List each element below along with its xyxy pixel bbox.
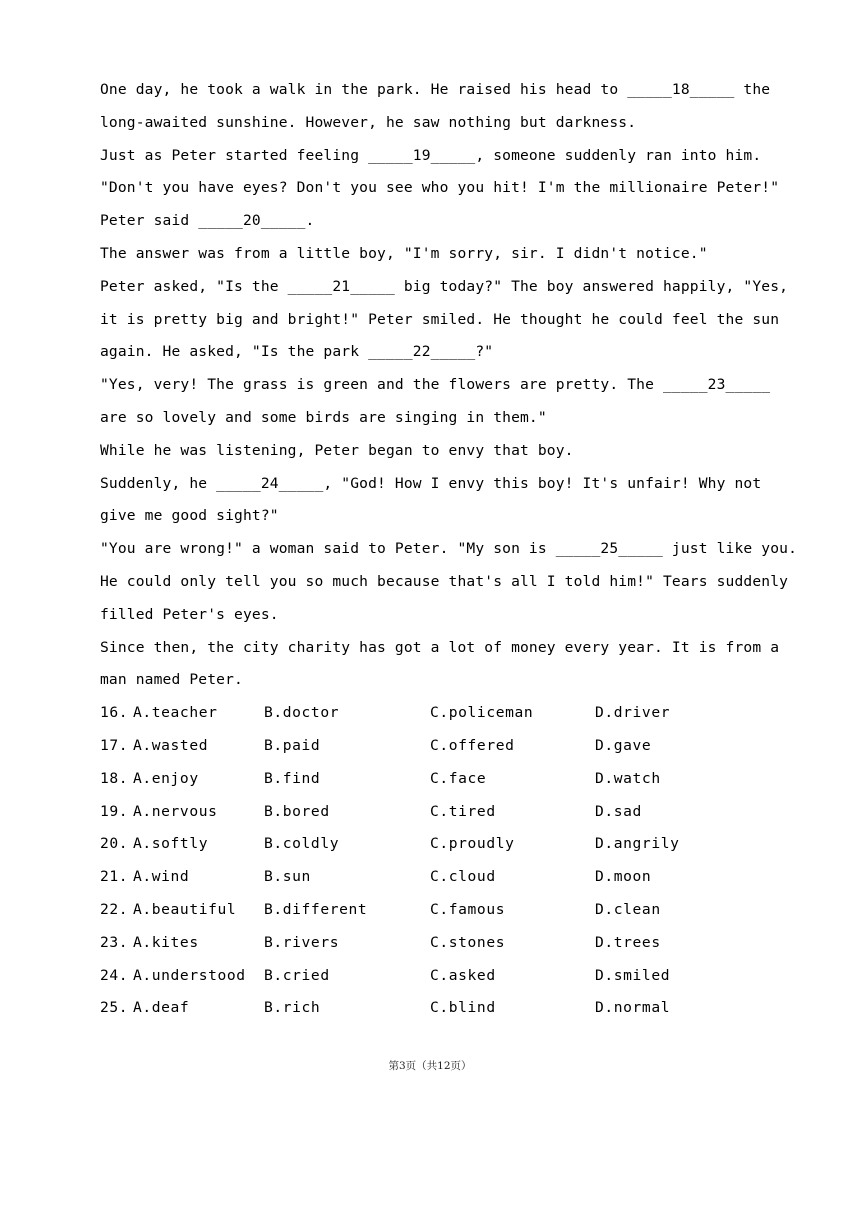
question-number: 16. xyxy=(100,704,129,722)
option-d: D.angrily xyxy=(595,835,680,853)
option-d: D.driver xyxy=(595,704,671,722)
option-b: B.paid xyxy=(264,736,321,754)
option-c: C.tired xyxy=(430,802,496,820)
question-number: 22. xyxy=(100,900,129,918)
option-c: C.blind xyxy=(430,999,496,1017)
option-c: C.asked xyxy=(430,966,496,984)
document-page xyxy=(100,74,798,1025)
question-options-22 xyxy=(100,894,770,927)
option-b: B.bored xyxy=(264,802,330,820)
passage-line: Just as Peter started feeling _____19_____, someone suddenly ran into him. xyxy=(100,146,762,164)
option-d: D.trees xyxy=(595,933,661,951)
passage-line: filled Peter's eyes. xyxy=(100,605,279,623)
option-a: A.wind xyxy=(133,868,190,886)
option-b: B.sun xyxy=(264,868,311,886)
passage-line: Peter asked, "Is the _____21_____ big today?" The boy answered happily, "Yes, xyxy=(100,277,789,295)
option-b: B.find xyxy=(264,769,321,787)
question-options-24 xyxy=(100,960,770,993)
question-options-21 xyxy=(100,861,770,894)
question-options-23 xyxy=(100,927,770,960)
passage-line: "Don't you have eyes? Don't you see who you hit! I'm the millionaire Peter!" xyxy=(100,179,780,197)
question-number: 21. xyxy=(100,868,129,886)
question-options-19 xyxy=(100,796,770,829)
option-c: C.famous xyxy=(430,900,506,918)
option-a: A.understood xyxy=(133,966,246,984)
option-a: A.beautiful xyxy=(133,900,237,918)
option-d: D.moon xyxy=(595,868,652,886)
option-d: D.normal xyxy=(595,999,671,1017)
passage-line: are so lovely and some birds are singing in them." xyxy=(100,408,547,426)
question-number: 19. xyxy=(100,802,129,820)
passage-line: long-awaited sunshine. However, he saw nothing but darkness. xyxy=(100,113,637,131)
option-b: B.doctor xyxy=(264,704,340,722)
options-list xyxy=(100,697,770,1025)
passage-line: again. He asked, "Is the park _____22_____?" xyxy=(100,343,494,361)
option-b: B.rivers xyxy=(264,933,340,951)
question-number: 20. xyxy=(100,835,129,853)
passage-line: While he was listening, Peter began to envy that boy. xyxy=(100,441,574,459)
option-c: C.stones xyxy=(430,933,506,951)
question-options-17 xyxy=(100,730,770,763)
option-a: A.enjoy xyxy=(133,769,199,787)
option-b: B.coldly xyxy=(264,835,340,853)
question-number: 25. xyxy=(100,999,129,1017)
question-options-18 xyxy=(100,763,770,796)
option-a: A.nervous xyxy=(133,802,218,820)
passage-line: man named Peter. xyxy=(100,671,243,689)
option-c: C.policeman xyxy=(430,704,534,722)
option-a: A.softly xyxy=(133,835,209,853)
passage-line: "You are wrong!" a woman said to Peter. "My son is _____25_____ just like you. xyxy=(100,540,798,558)
question-number: 18. xyxy=(100,769,129,787)
question-options-20 xyxy=(100,828,770,861)
passage-line: "Yes, very! The grass is green and the flowers are pretty. The _____23_____ xyxy=(100,376,771,394)
option-d: D.clean xyxy=(595,900,661,918)
option-d: D.smiled xyxy=(595,966,671,984)
question-number: 23. xyxy=(100,933,129,951)
passage-line: Peter said _____20_____. xyxy=(100,212,315,230)
passage-line: Suddenly, he _____24_____, "God! How I envy this boy! It's unfair! Why not xyxy=(100,474,762,492)
option-c: C.face xyxy=(430,769,487,787)
option-a: A.deaf xyxy=(133,999,190,1017)
option-d: D.gave xyxy=(595,736,652,754)
option-a: A.teacher xyxy=(133,704,218,722)
passage-line: The answer was from a little boy, "I'm sorry, sir. I didn't notice." xyxy=(100,244,708,262)
passage-line: One day, he took a walk in the park. He raised his head to _____18_____ the xyxy=(100,81,771,98)
passage xyxy=(100,74,798,697)
question-number: 24. xyxy=(100,966,129,984)
page-footer: 第3页（共12页） xyxy=(388,1060,472,1072)
option-b: B.different xyxy=(264,900,368,918)
passage-line: give me good sight?" xyxy=(100,507,279,525)
option-d: D.watch xyxy=(595,769,661,787)
option-c: C.offered xyxy=(430,736,515,754)
passage-line: He could only tell you so much because that's all I told him!" Tears suddenly xyxy=(100,572,789,590)
question-number: 17. xyxy=(100,736,129,754)
passage-line: it is pretty big and bright!" Peter smiled. He thought he could feel the sun xyxy=(100,310,780,328)
option-c: C.cloud xyxy=(430,868,496,886)
option-a: A.kites xyxy=(133,933,199,951)
option-b: B.cried xyxy=(264,966,330,984)
option-a: A.wasted xyxy=(133,736,209,754)
question-options-25 xyxy=(100,992,770,1025)
question-options-16 xyxy=(100,697,770,730)
passage-line: Since then, the city charity has got a lot of money every year. It is from a xyxy=(100,638,780,656)
option-d: D.sad xyxy=(595,802,642,820)
option-b: B.rich xyxy=(264,999,321,1017)
option-c: C.proudly xyxy=(430,835,515,853)
